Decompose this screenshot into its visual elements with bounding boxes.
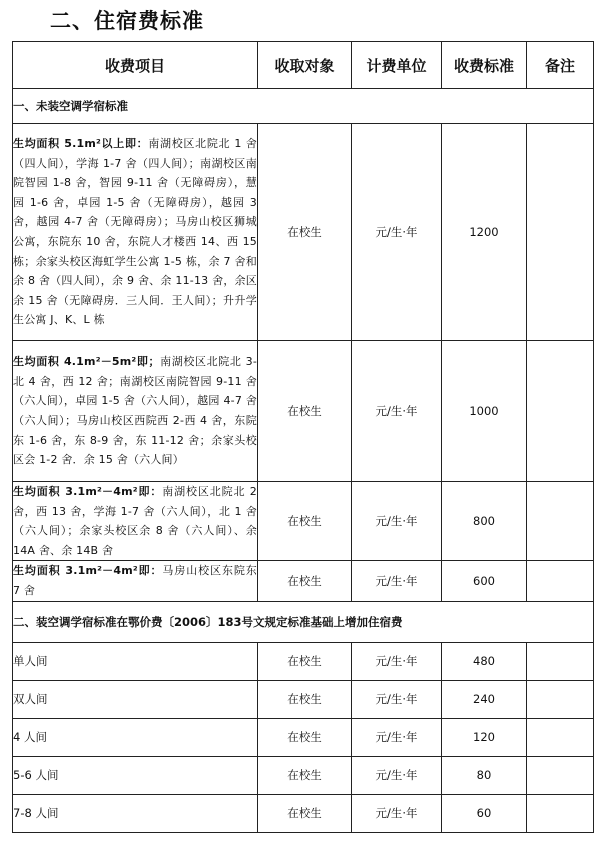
note-cell [527,124,594,341]
area-label: 生均面积 3.1m²－4m²即： [13,485,163,498]
area-label: 生均面积 4.1m²－5m²即； [13,355,160,369]
note-cell [527,482,594,561]
fee-item [13,341,258,482]
fee-cell: 1000 [442,341,527,482]
fee-cell: 600 [442,561,527,601]
header-unit: 计费单位 [352,42,442,89]
table-row [13,482,594,561]
table-row [13,680,594,718]
unit-cell: 元/生·年 [352,341,442,482]
target-cell: 在校生 [258,482,352,561]
fee-item [13,124,258,341]
section-2-row [13,601,594,642]
section-2-title: 二、装空调学宿标准在鄂价费〔2006〕183号文规定标准基础上增加住宿费 [13,601,594,642]
fee-cell: 120 [442,718,527,756]
fee-item [13,561,258,601]
room-type-cell: 双人间 [13,680,258,718]
table-row [13,124,594,341]
dorm-list: 南湖校区北院北 2 舍，西 13 舍，学海 1-7 舍（六人间），北 1 舍（六人间）；余家头校区余 8 舍（六人间）、余 14A 舍、余 14B 舍 [13,485,257,557]
target-cell: 在校生 [258,794,352,832]
unit-cell: 元/生·年 [352,680,442,718]
area-label: 生均面积 5.1m²以上即： [13,137,149,151]
unit-cell: 元/生·年 [352,124,442,341]
fee-cell: 80 [442,756,527,794]
room-type-cell: 5-6 人间 [13,756,258,794]
note-cell [527,341,594,482]
target-cell: 在校生 [258,718,352,756]
unit-cell: 元/生·年 [352,794,442,832]
fee-cell: 800 [442,482,527,561]
room-type-cell: 7-8 人间 [13,794,258,832]
target-cell: 在校生 [258,680,352,718]
header-note: 备注 [527,42,594,89]
dorm-list: 南湖校区北院北 3-北 4 舍，西 12 舍；南湖校区南院智园 9-11 舍（六人间），卓园 1-5 舍（六人间），越园 4-7 舍（六人间）；马房山校区西院西 2-西 4 舍，东院东 1-6 舍，东 8-9 舍，东 11-12 舍；余家头校区会 1-2 舍．余 15 舍（六人间） [13,355,257,467]
unit-cell: 元/生·年 [352,561,442,601]
target-cell: 在校生 [258,341,352,482]
note-cell [527,680,594,718]
target-cell: 在校生 [258,756,352,794]
fee-table [12,41,594,833]
table-row [13,561,594,601]
fee-cell: 480 [442,642,527,680]
note-cell [527,561,594,601]
header-row [13,42,594,89]
room-type-cell: 单人间 [13,642,258,680]
note-cell [527,794,594,832]
target-cell: 在校生 [258,642,352,680]
unit-cell: 元/生·年 [352,756,442,794]
fee-item [13,482,258,561]
fee-cell: 1200 [442,124,527,341]
header-fee-item: 收费项目 [13,42,258,89]
table-row [13,341,594,482]
fee-cell: 60 [442,794,527,832]
dorm-list: 马房山校区东院东 7 舍 [13,564,257,597]
unit-cell: 元/生·年 [352,642,442,680]
header-fee-standard: 收费标准 [442,42,527,89]
note-cell [527,756,594,794]
note-cell [527,642,594,680]
page-heading: 二、住宿费标准 [50,9,204,33]
fee-cell: 240 [442,680,527,718]
unit-cell: 元/生·年 [352,482,442,561]
section-1-row [13,89,594,124]
unit-cell: 元/生·年 [352,718,442,756]
note-cell [527,718,594,756]
dorm-list: 南湖校区北院北 1 舍（四人间），学海 1-7 舍（四人间）；南湖校区南院智园 1-8 舍，智园 9-11 舍（无障碍房），慧园 1-6 舍，卓园 1-5 舍（无障碍房），越园 3 舍，越园 4-7 舍（无障碍房）；马房山校区狮城公寓，东院东 10 舍，东院人才楼西 14、西 15 栋；余家头校区海虹学生公寓 1-5 栋，余 7 舍和余 8 舍（四人间），余 9 舍、余 11-13 舍，余区余 15 舍（无障碍房．三人间．王人间）；升升学生公寓 J、K、L 栋 [13,137,257,327]
table-row [13,756,594,794]
room-type-cell: 4 人间 [13,718,258,756]
area-label: 生均面积 3.1m²－4m²即： [13,564,163,578]
header-target: 收取对象 [258,42,352,89]
section-1-title: 一、未装空调学宿标准 [13,89,594,124]
target-cell: 在校生 [258,124,352,341]
table-row [13,794,594,832]
target-cell: 在校生 [258,561,352,601]
table-row [13,718,594,756]
table-row [13,642,594,680]
